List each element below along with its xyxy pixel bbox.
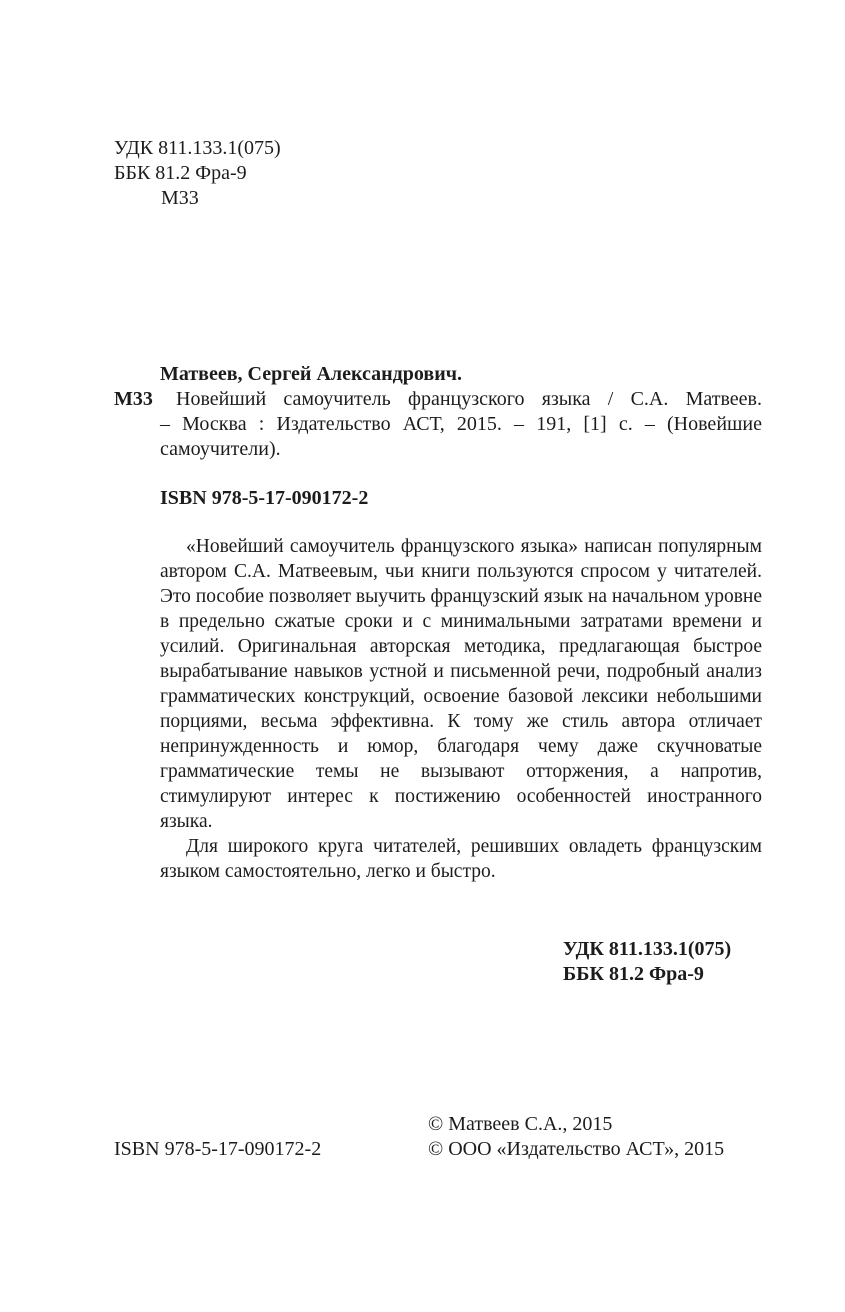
annotation-audience: Для широкого круга читателей, решивших овладеть французским языком самостоятельно, легко и быстро. — [160, 836, 762, 882]
author-heading: Матвеев, Сергей Александрович. — [160, 363, 463, 385]
bottom-udk-code: УДК 811.133.1(075) — [563, 938, 732, 960]
author-mark: М33 — [161, 187, 199, 209]
udk-code: УДК 811.133.1(075) — [114, 137, 281, 159]
record-title-line: Новейший самоучитель французского языка / С.А. Матвеев. — [176, 388, 762, 410]
annotation — [160, 534, 762, 884]
bbk-code: ББК 81.2 Фра-9 — [114, 162, 247, 184]
record-author-mark: М33 — [114, 388, 153, 410]
copyright-publisher: © ООО «Издательство АСТ», 2015 — [428, 1138, 725, 1160]
annotation-paragraph: «Новейший самоучитель французского языка» написан популярным автором С.А. Матвеевым, чьи книги пользуются спросом у читателей. Это пособие позволяет выучить французский язык на начальном уровне в предельно сжатые сроки и с минимальными затратами времени и усилий. Оригинальная авторская методика, предлагающая быстрое вырабатывание навыков устной и письменной речи, подробный анализ грамматических конструкций, освоение базовой лексики небольшими порциями, весьма эффективна. К тому же стиль автора отличает непринужденность и юмор, благодаря чему даже скучноватые грамматические темы не вызывают отторжения, а напротив, стимулируют интерес к постижению особенностей иностранного языка. — [160, 536, 762, 832]
record-isbn: ISBN 978-5-17-090172-2 — [160, 487, 369, 509]
record-series-line: самоучители). — [160, 438, 281, 460]
copyright-author: © Матвеев С.А., 2015 — [428, 1113, 613, 1135]
bottom-bbk-code: ББК 81.2 Фра-9 — [563, 963, 704, 985]
footer-isbn: ISBN 978-5-17-090172-2 — [114, 1138, 322, 1160]
record-imprint-line: – Москва : Издательство АСТ, 2015. – 191, [1] с. – (Новейшие — [160, 413, 762, 435]
